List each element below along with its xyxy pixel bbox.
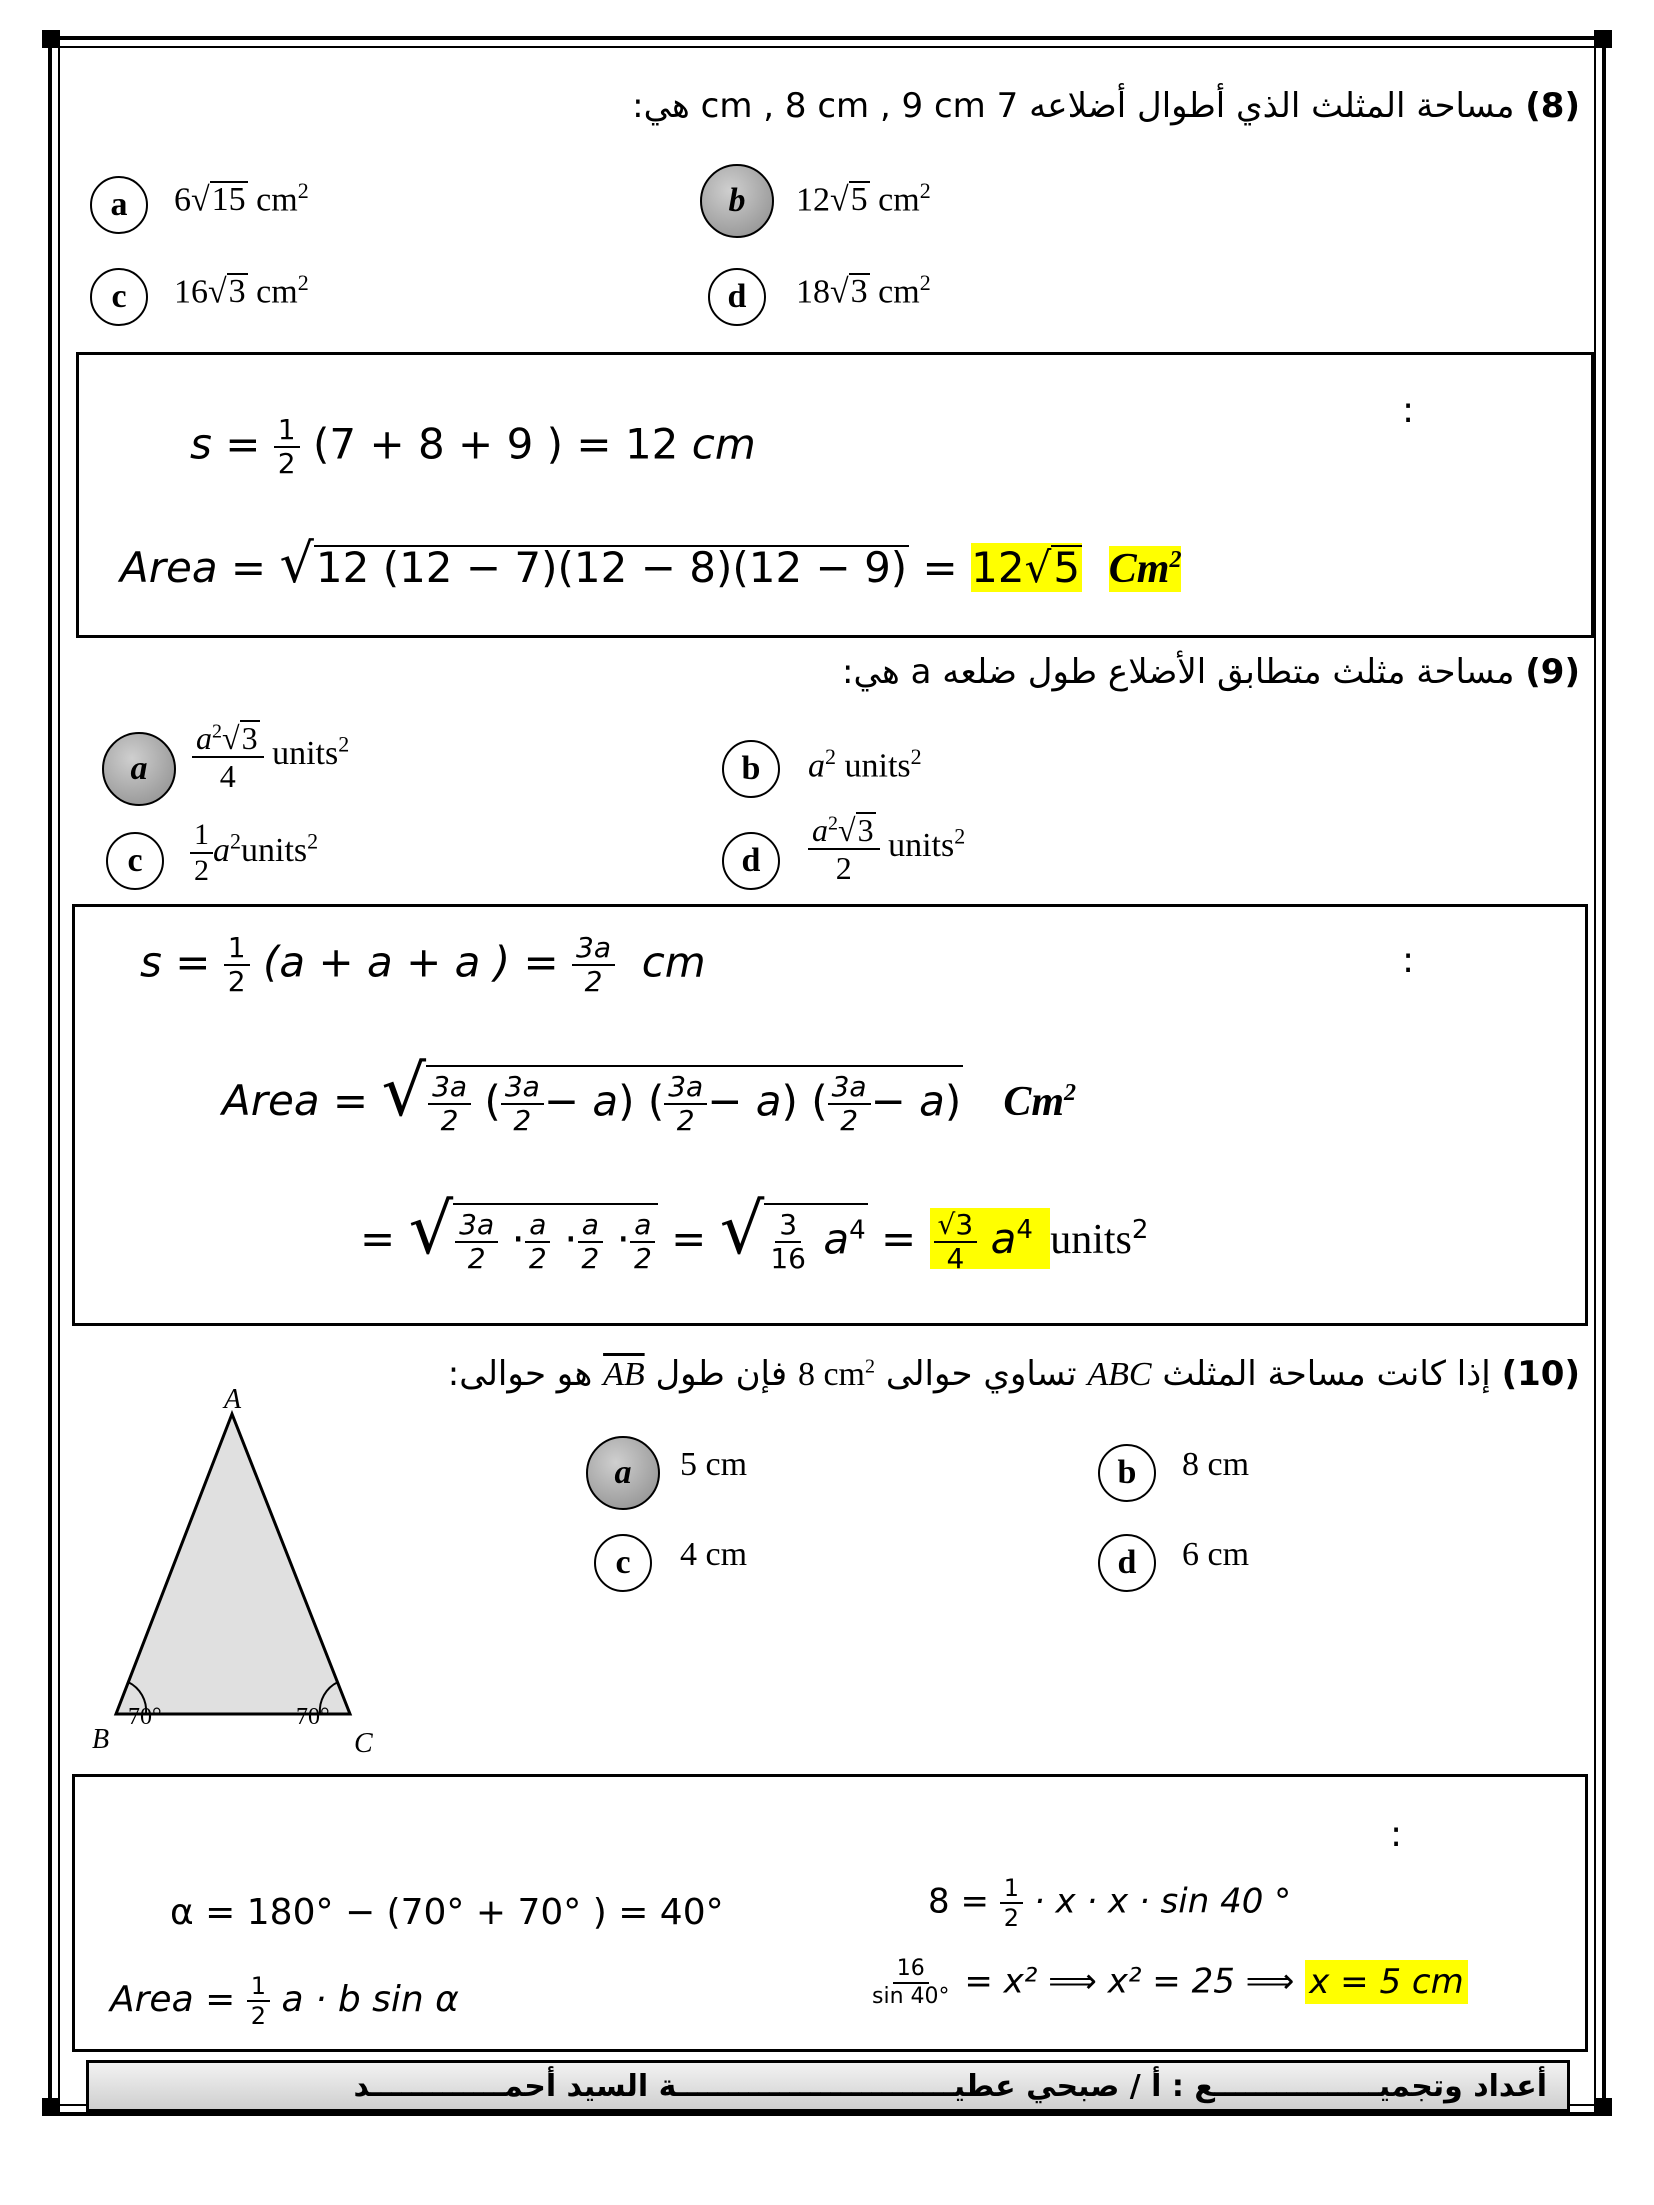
- option-d-circle[interactable]: [1098, 1534, 1156, 1592]
- solution-colon: :: [1402, 940, 1415, 981]
- unit: cm: [878, 181, 920, 219]
- option-a-circle-selected[interactable]: [586, 1436, 660, 1510]
- q10-area-formula: Area = $\frac{1}{2}$ a · b sin α: [110, 1972, 459, 2030]
- coef: 12: [796, 181, 830, 219]
- option-letter: a: [110, 186, 128, 223]
- option-letter: c: [127, 842, 143, 879]
- angle-c-label: 70°: [296, 1704, 330, 1730]
- q10-equation-1: 8 = $\frac{1}{2}$ · x · x · sin 40 °: [928, 1874, 1292, 1932]
- option-b-circle[interactable]: [1098, 1444, 1156, 1502]
- question-text-part: إذا كانت مساحة المثلث: [1162, 1354, 1491, 1394]
- radicand: 5: [850, 181, 868, 219]
- vertex-label-c: C: [354, 1728, 373, 1759]
- option-b-circle-selected[interactable]: [700, 164, 774, 238]
- option-letter: a: [130, 750, 148, 787]
- frac-num: 1: [274, 416, 300, 448]
- segment-ab: $\overline{AB}$: [603, 1356, 645, 1393]
- option-c-circle[interactable]: [594, 1534, 652, 1592]
- author-footer: [86, 2060, 1570, 2112]
- option-d-value: $\frac{a^2√3}{2}$ units$^2$: [808, 812, 965, 884]
- option-letter: b: [741, 750, 761, 787]
- option-c-value: $\frac{1}{2}$ $a^2units^2$: [190, 820, 318, 886]
- option-d-circle[interactable]: [722, 832, 780, 890]
- author-credit: أعداد وتجميــــــــــــــــع : أ / صبحي عطيـــــــــــــــــــــــــــة السيد أحمـــــــــــــد: [353, 2068, 1547, 2104]
- unit: Cm$^2$: [1003, 1079, 1077, 1125]
- equals: =: [922, 543, 958, 592]
- answer-highlight: $\frac{√3}{4}$ $a^4$: [930, 1208, 1051, 1269]
- solution-colon: :: [1390, 1814, 1403, 1855]
- option-letter: a: [614, 1454, 632, 1491]
- corner-ornament: [42, 2098, 60, 2116]
- exponent: 2: [297, 270, 309, 295]
- radicand: 15: [211, 181, 246, 219]
- triangle-figure: [80, 1380, 400, 1760]
- option-a-circle-selected[interactable]: [102, 732, 176, 806]
- option-c-circle[interactable]: [90, 268, 148, 326]
- question-text: مساحة المثلث الذي أطوال أضلاعه 7 cm , 8 cm , 9 cm هي:: [632, 86, 1515, 126]
- q10-equation-2: $\frac{16}{\sin 40^\circ}$ = x² ⟹ x² = 25 ⟹ x = 5 cm: [868, 1958, 1468, 2008]
- triangle-shape: [116, 1414, 350, 1714]
- option-a-value: 5 cm: [680, 1446, 748, 1483]
- option-letter: b: [1117, 1454, 1137, 1491]
- question-9-title: [842, 652, 1580, 692]
- radicand: 12 (12 − 7)(12 − 8)(12 − 9): [315, 543, 908, 592]
- frac-den: 2: [277, 447, 296, 480]
- unit: units: [844, 747, 911, 785]
- option-b-value: 8 cm: [1182, 1446, 1250, 1483]
- question-text-part: فإن طول: [655, 1354, 788, 1394]
- triangle-name: ABC: [1087, 1356, 1152, 1393]
- option-letter: c: [615, 1544, 631, 1581]
- solution-colon: :: [1402, 390, 1415, 431]
- corner-ornament: [1594, 2098, 1612, 2116]
- unit: cm: [256, 273, 298, 311]
- unit: cm: [256, 181, 298, 219]
- radicand: 3: [850, 273, 868, 311]
- question-number: (8): [1525, 86, 1580, 126]
- option-a-circle[interactable]: [90, 176, 148, 234]
- exponent: 2: [297, 178, 309, 203]
- corner-ornament: [42, 30, 60, 48]
- rhs: (7 + 8 + 9 ) = 12: [312, 419, 679, 469]
- lhs: s =: [190, 419, 261, 469]
- q8-area-line: Area = √12 (12 − 7)(12 − 8)(12 − 9) = 12√5 Cm$^2$: [120, 532, 1182, 595]
- question-text-part: هو حوالى:: [447, 1354, 593, 1394]
- question-number: (10): [1501, 1354, 1580, 1394]
- question-text-part: تساوي حوالى: [885, 1354, 1077, 1394]
- answer-highlight: 12√5: [971, 543, 1081, 592]
- option-d-circle[interactable]: [708, 268, 766, 326]
- option-d-value: 6 cm: [1182, 1536, 1250, 1573]
- option-c-value: 4 cm: [680, 1536, 748, 1573]
- question-number: (9): [1525, 652, 1580, 692]
- q9-area-line: Area = √ $\frac{3a}{2}$ ( $\frac{3a}{2}$ − a) ( $\frac{3a}{2}$ − a) ( $\frac{3a}{2}$ − a) Cm$^2$: [222, 1050, 1077, 1137]
- coef: 18: [796, 273, 830, 311]
- unit: units: [241, 831, 308, 869]
- unit: cm: [691, 419, 756, 469]
- corner-ornament: [1594, 30, 1612, 48]
- vertex-label-b: B: [92, 1724, 110, 1755]
- area-value: 8 $cm^2$: [797, 1355, 876, 1393]
- answer-highlight: x = 5 cm: [1305, 1960, 1467, 2004]
- question-text: مساحة مثلث متطابق الأضلاع طول ضلعه a هي:: [842, 652, 1515, 692]
- coef: 6: [174, 181, 191, 219]
- option-letter: b: [728, 182, 746, 219]
- angle-b-label: 70°: [128, 1704, 162, 1730]
- exponent: 2: [919, 178, 931, 203]
- option-letter: d: [741, 842, 761, 879]
- option-b-circle[interactable]: [722, 740, 780, 798]
- q8-semiperimeter-line: [190, 413, 756, 480]
- q9-simplify-line: = √ $\frac{3a}{2}$ · $\frac{a}{2}$ · $\frac{a}{2}$ · $\frac{a}{2}$ = √ $\frac{3}{16}$ $a^4$ = $\frac{√3}{4}$ $a^4$ units$^2$: [360, 1188, 1149, 1275]
- option-b-value: 12√5 $cm^2$: [796, 178, 931, 219]
- option-b-value: $a^2$ units$^2$: [808, 744, 922, 785]
- q9-semiperimeter-line: s = $\frac{1}{2}$ (a + a + a ) = $\frac{3a}{2}$ cm: [140, 931, 706, 998]
- unit: units: [272, 734, 339, 772]
- answer-unit-highlight: Cm$^2$: [1108, 546, 1182, 592]
- option-letter: d: [727, 278, 747, 315]
- option-a-value: 6√15 $cm^2$: [174, 178, 309, 219]
- option-c-circle[interactable]: [106, 832, 164, 890]
- radicand: 3: [228, 273, 246, 311]
- option-a-value: $\frac{a^2√3}{4}$ units$^2$: [192, 720, 349, 792]
- unit: cm: [878, 273, 920, 311]
- exponent: 2: [919, 270, 931, 295]
- vertex-label-a: A: [224, 1384, 242, 1415]
- q10-alpha-line: α = 180° − (70° + 70° ) = 40°: [170, 1892, 724, 1933]
- option-d-value: 18√3 $cm^2$: [796, 270, 931, 311]
- lhs: Area =: [120, 543, 267, 592]
- question-8-title: [632, 86, 1580, 126]
- option-letter: c: [111, 278, 127, 315]
- coef: 16: [174, 273, 208, 311]
- option-letter: d: [1117, 1544, 1137, 1581]
- option-c-value: 16√3 $cm^2$: [174, 270, 309, 311]
- unit: units: [888, 826, 955, 864]
- question-10-title: [448, 1354, 1580, 1394]
- q8-solution-box: [76, 352, 1594, 638]
